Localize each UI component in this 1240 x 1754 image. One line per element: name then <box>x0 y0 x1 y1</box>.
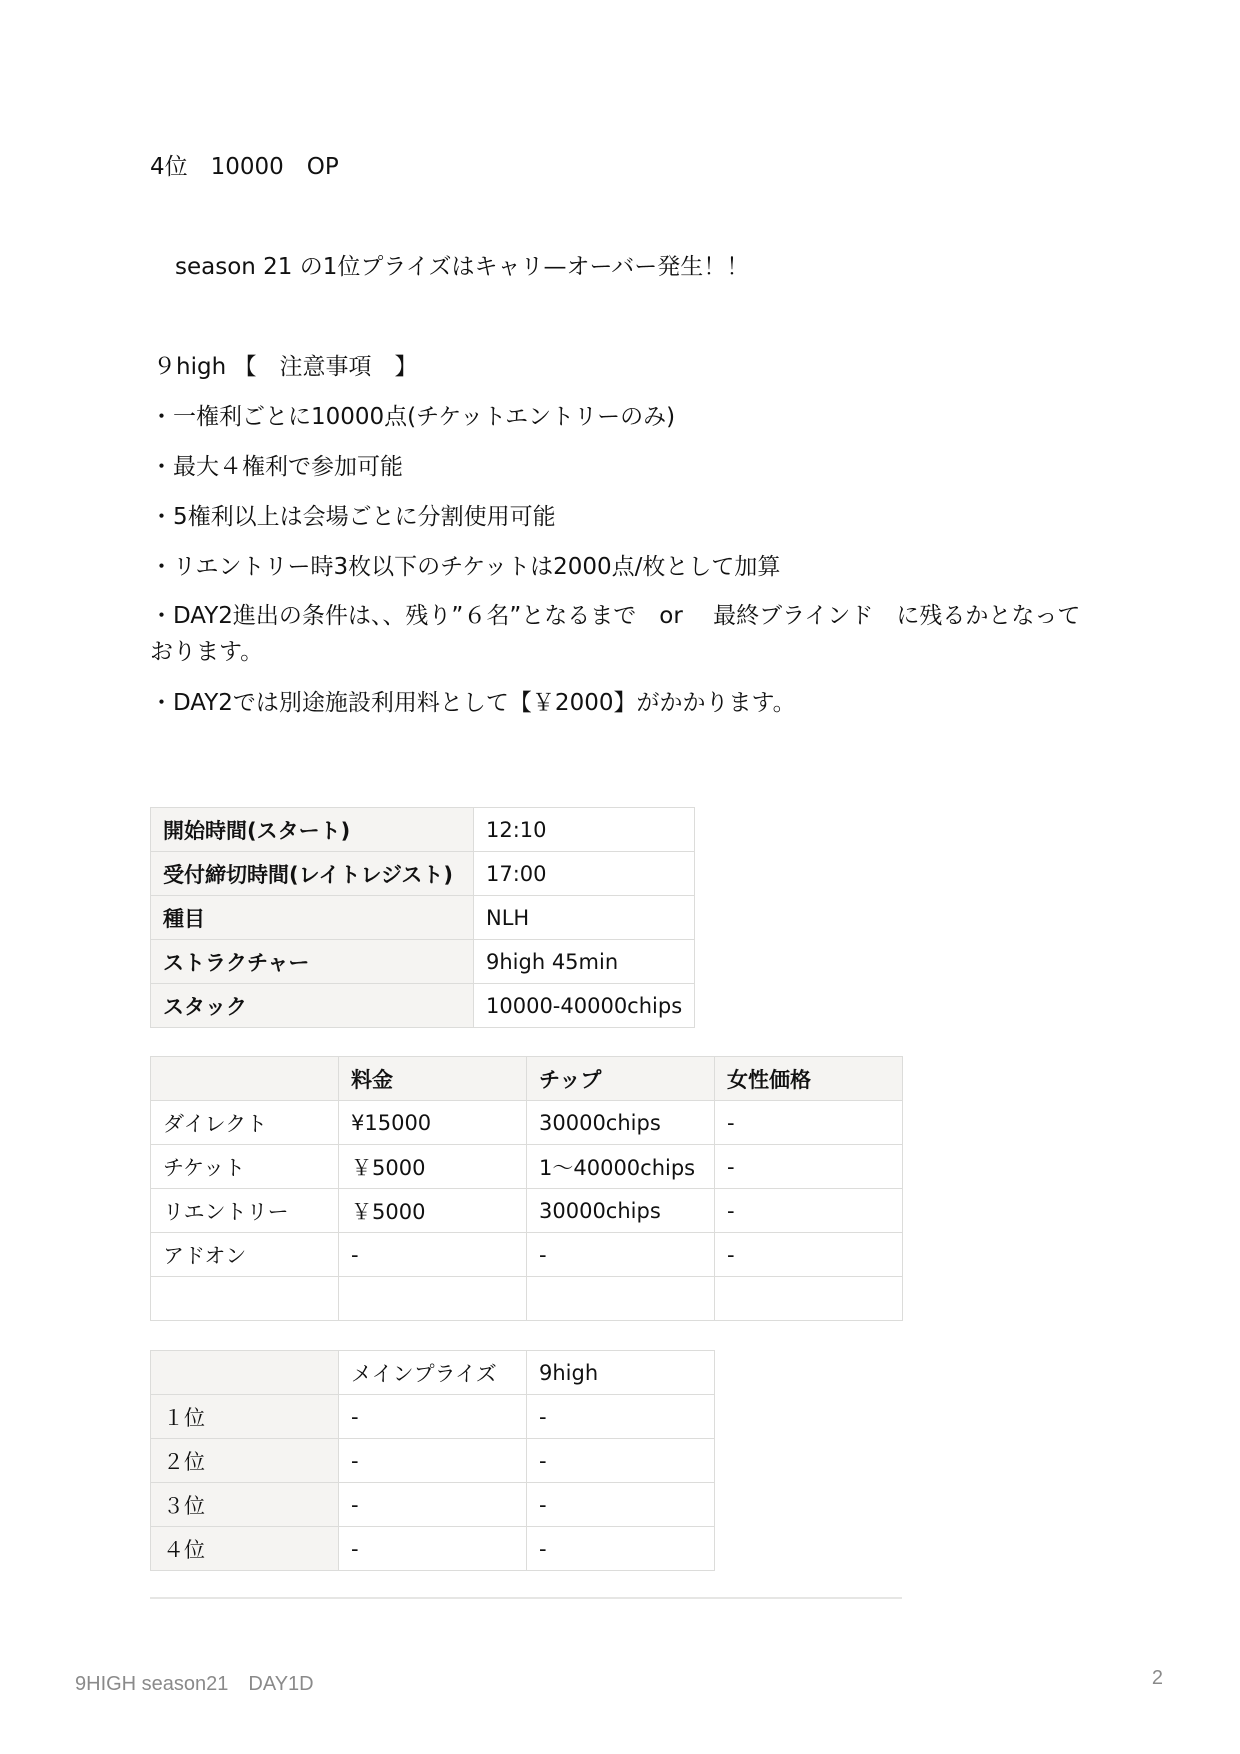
prize-cell: - <box>527 1483 715 1527</box>
prize-table <box>150 1350 715 1571</box>
fee-cell: - <box>715 1189 903 1233</box>
fee-cell: ￥5000 <box>339 1145 527 1189</box>
fee-table <box>150 1056 903 1321</box>
table-row <box>151 1145 903 1189</box>
prize-cell: - <box>527 1395 715 1439</box>
fee-header-cell <box>151 1057 339 1101</box>
fee-cell: 30000chips <box>527 1101 715 1145</box>
fee-header-cell: 料金 <box>339 1057 527 1101</box>
table-header-row <box>151 1057 903 1101</box>
table-row <box>151 808 695 852</box>
season-note: season 21 の1位プライズはキャリ—オーバー発生！！ <box>175 254 750 280</box>
table-header-row <box>151 1351 715 1395</box>
info-value: 10000-40000chips <box>474 984 695 1028</box>
table-row <box>151 1277 903 1321</box>
fee-cell: リエントリー <box>151 1189 339 1233</box>
info-value: NLH <box>474 896 695 940</box>
footer-title: 9HIGH season21 DAY1D <box>75 1673 314 1695</box>
prize-header-cell: 9high <box>527 1351 715 1395</box>
note-item: ・5権利以上は会場ごとに分割使用可能 <box>150 504 556 530</box>
info-label: スタック <box>151 984 474 1028</box>
prize-cell: - <box>339 1395 527 1439</box>
fee-cell <box>527 1277 715 1321</box>
note-item: ・一権利ごとに10000点(チケットエントリーのみ) <box>150 404 676 430</box>
table-row <box>151 1233 903 1277</box>
info-label: 開始時間(スタート) <box>151 808 474 852</box>
divider <box>150 1597 902 1599</box>
prize-cell: - <box>527 1439 715 1483</box>
prize-rank: ２位 <box>151 1439 339 1483</box>
fee-cell: - <box>715 1145 903 1189</box>
info-value: 17:00 <box>474 852 695 896</box>
table-row <box>151 984 695 1028</box>
fee-cell: アドオン <box>151 1233 339 1277</box>
fee-header-cell: チップ <box>527 1057 715 1101</box>
fee-cell <box>151 1277 339 1321</box>
prize-cell: - <box>339 1439 527 1483</box>
info-table <box>150 807 695 1028</box>
fee-cell: - <box>339 1233 527 1277</box>
fee-cell: 1〜40000chips <box>527 1145 715 1189</box>
info-label: ストラクチャー <box>151 940 474 984</box>
fee-cell: ￥5000 <box>339 1189 527 1233</box>
info-label: 受付締切時間(レイトレジスト) <box>151 852 474 896</box>
table-row <box>151 1483 715 1527</box>
info-value: 12:10 <box>474 808 695 852</box>
page-number: 2 <box>1151 1667 1163 1689</box>
table-row <box>151 1189 903 1233</box>
fee-cell: ¥15000 <box>339 1101 527 1145</box>
notes-heading: ９high 【 注意事項 】 <box>153 354 418 380</box>
note-item: ・DAY2進出の条件は、、残り”６名”となるまで or 最終ブラインド に残るかとなっております。 <box>150 603 1081 665</box>
fee-cell <box>715 1277 903 1321</box>
prize-rank: ３位 <box>151 1483 339 1527</box>
fee-cell: - <box>715 1101 903 1145</box>
rank4-line: 4位 10000 OP <box>150 154 339 180</box>
table-row <box>151 1439 715 1483</box>
prize-header-cell: メインプライズ <box>339 1351 527 1395</box>
info-label: 種目 <box>151 896 474 940</box>
fee-cell <box>339 1277 527 1321</box>
table-row <box>151 940 695 984</box>
prize-header-cell <box>151 1351 339 1395</box>
fee-cell: ダイレクト <box>151 1101 339 1145</box>
fee-cell: - <box>715 1233 903 1277</box>
prize-cell: - <box>527 1527 715 1571</box>
table-row <box>151 896 695 940</box>
prize-cell: - <box>339 1527 527 1571</box>
fee-header-cell: 女性価格 <box>715 1057 903 1101</box>
fee-cell: 30000chips <box>527 1189 715 1233</box>
fee-cell: - <box>527 1233 715 1277</box>
info-value: 9high 45min <box>474 940 695 984</box>
fee-cell: チケット <box>151 1145 339 1189</box>
prize-cell: - <box>339 1483 527 1527</box>
prize-rank: ４位 <box>151 1527 339 1571</box>
prize-rank: １位 <box>151 1395 339 1439</box>
table-row <box>151 1395 715 1439</box>
table-row <box>151 1527 715 1571</box>
note-item: ・最大４権利で参加可能 <box>150 454 403 480</box>
table-row <box>151 1101 903 1145</box>
note-item: ・DAY2では別途施設利用料として【￥2000】がかかります。 <box>150 690 796 716</box>
note-item: ・リエントリー時3枚以下のチケットは2000点/枚として加算 <box>150 554 781 580</box>
table-row <box>151 852 695 896</box>
